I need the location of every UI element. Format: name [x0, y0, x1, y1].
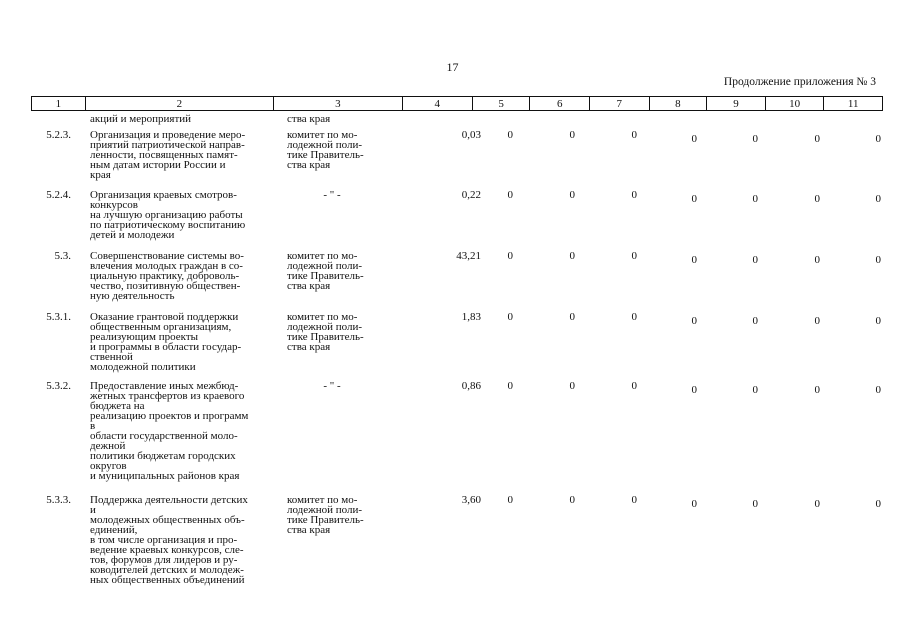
row-name-line: ным датам истории России и: [90, 159, 226, 171]
row-value-col-6: 0: [569, 380, 575, 392]
header-col-2: 2: [86, 97, 274, 110]
row-value-col-10: 0: [814, 193, 820, 205]
row-value-col-9: 0: [752, 193, 758, 205]
row-executor-line: комитет по мо-: [287, 311, 358, 323]
row-name: [90, 312, 282, 372]
header-col-3: 3: [274, 97, 403, 110]
row-name-line: политики бюджетам городских: [90, 450, 236, 462]
row-name-line: чество, позитивную обществен-: [90, 280, 241, 292]
row-name-line: Оказание грантовой поддержки: [90, 311, 239, 323]
row-name-line: общественным организациям,: [90, 321, 232, 333]
row-number: 5.2.3.: [46, 129, 71, 141]
row-number: 5.3.3.: [46, 494, 71, 506]
row-name-line: циальную практику, доброволь-: [90, 270, 240, 282]
row-executor-line: тике Правитель-: [287, 270, 364, 282]
row-value-col-11: 0: [875, 498, 881, 510]
row-name-line: приятий патриотической направ-: [90, 139, 245, 151]
row-executor-line: лодежной поли-: [287, 139, 363, 151]
header-col-10: 10: [766, 97, 825, 110]
row-name-line: по патриотическому воспитанию: [90, 219, 246, 231]
header-col-4: 4: [403, 97, 473, 110]
row-executor: [287, 190, 377, 200]
row-value-col-9: 0: [752, 254, 758, 266]
row-name-line: области государственной моло-: [90, 430, 238, 442]
row-value-col-10: 0: [814, 384, 820, 396]
row-value-col-8: 0: [691, 193, 697, 205]
row-name-line: ных общественных объединений: [90, 574, 245, 586]
header-col-9: 9: [707, 97, 766, 110]
row-name-line: единений,: [90, 524, 138, 536]
row-name-line: ководителей детских и молодеж-: [90, 564, 244, 576]
row-number: 5.2.4.: [46, 189, 71, 201]
row-name-line: тов, форумов для лидеров и ру-: [90, 554, 238, 566]
row-name-line: молодежных общественных объ-: [90, 514, 245, 526]
row-value-col-4: 0,86: [461, 380, 481, 392]
row-value-col-4: 1,83: [461, 311, 481, 323]
row-value-col-6: 0: [569, 311, 575, 323]
row-value-col-5: 0: [507, 494, 513, 506]
row-value-col-10: 0: [814, 315, 820, 327]
row-value-col-5: 0: [507, 311, 513, 323]
row-value-col-4: 3,60: [461, 494, 481, 506]
row-name: [90, 381, 282, 481]
row-executor-line: ства края: [287, 280, 331, 292]
row-name-line: края: [90, 169, 111, 181]
row-name-line: ственной: [90, 351, 133, 363]
carry-over-name: акций и мероприятий: [90, 113, 192, 125]
row-name-line: на лучшую организацию работы: [90, 209, 243, 221]
row-number: 5.3.2.: [46, 380, 71, 392]
row-name-line: реализацию проектов и программ: [90, 410, 249, 422]
row-name-line: Предоставление иных межбюд-: [90, 380, 239, 392]
row-name-line: и муниципальных районов края: [90, 470, 240, 482]
row-name-line: конкурсов: [90, 199, 138, 211]
row-executor-line: лодежной поли-: [287, 260, 363, 272]
header-col-11: 11: [847, 98, 859, 110]
row-executor-line: комитет по мо-: [287, 129, 358, 141]
row-name-line: молодежной политики: [90, 361, 196, 373]
row-value-col-9: 0: [752, 498, 758, 510]
row-name-line: ведение краевых конкурсов, сле-: [90, 544, 244, 556]
row-value-col-7: 0: [631, 189, 637, 201]
row-value-col-5: 0: [507, 250, 513, 262]
row-value-col-4: 43,21: [456, 250, 481, 262]
row-name-line: Организация и проведение меро-: [90, 129, 246, 141]
row-executor-line: ства края: [287, 341, 331, 353]
header-col-6: 6: [530, 97, 590, 110]
row-value-col-5: 0: [507, 129, 513, 141]
row-executor: [287, 130, 387, 170]
row-number: 5.3.: [54, 250, 71, 262]
row-name-line: округов: [90, 460, 127, 472]
row-value-col-9: 0: [752, 133, 758, 145]
row-value-col-11: 0: [875, 133, 881, 145]
row-name: [90, 251, 282, 301]
row-value-col-7: 0: [631, 129, 637, 141]
row-executor-line: комитет по мо-: [287, 494, 358, 506]
row-executor-line: тике Правитель-: [287, 514, 364, 526]
row-executor: [287, 251, 387, 291]
row-value-col-6: 0: [569, 494, 575, 506]
row-value-col-5: 0: [507, 189, 513, 201]
row-value-col-8: 0: [691, 384, 697, 396]
row-name-line: и: [90, 504, 96, 516]
row-value-col-8: 0: [691, 498, 697, 510]
header-col-7: 7: [590, 97, 650, 110]
row-executor-line: комитет по мо-: [287, 250, 358, 262]
row-value-col-9: 0: [752, 384, 758, 396]
row-name-line: дежной: [90, 440, 126, 452]
row-name-line: жетных трансфертов из краевого: [90, 390, 245, 402]
row-value-col-8: 0: [691, 133, 697, 145]
row-name-line: Поддержка деятельности детских: [90, 494, 248, 506]
row-executor: [287, 495, 387, 535]
row-name-line: в том числе организация и про-: [90, 534, 238, 546]
header-col-8: 8: [650, 97, 708, 110]
row-executor-line: ства края: [287, 159, 331, 171]
row-name: [90, 130, 282, 180]
row-executor-line: лодежной поли-: [287, 504, 363, 516]
row-value-col-10: 0: [814, 254, 820, 266]
row-value-col-7: 0: [631, 494, 637, 506]
page-number: 17: [446, 60, 459, 74]
row-executor-line: лодежной поли-: [287, 321, 363, 333]
row-value-col-7: 0: [631, 250, 637, 262]
row-executor-line: тике Правитель-: [287, 331, 364, 343]
row-executor: [287, 381, 377, 391]
row-name-line: в: [90, 420, 96, 432]
row-value-col-10: 0: [814, 498, 820, 510]
row-executor-line: - " -: [323, 189, 341, 201]
row-value-col-6: 0: [569, 129, 575, 141]
row-value-col-7: 0: [631, 380, 637, 392]
row-value-col-10: 0: [814, 133, 820, 145]
row-value-col-8: 0: [691, 254, 697, 266]
row-value-col-6: 0: [569, 189, 575, 201]
row-value-col-9: 0: [752, 315, 758, 327]
table-header: [31, 96, 883, 111]
row-value-col-11: 0: [875, 193, 881, 205]
row-name-line: реализующим проекты: [90, 331, 199, 343]
appendix-continuation: Продолжение приложения № 3: [723, 76, 876, 88]
row-name-line: ленности, посвященных памят-: [90, 149, 238, 161]
row-value-col-4: 0,22: [461, 189, 481, 201]
row-executor-line: ства края: [287, 524, 331, 536]
row-value-col-5: 0: [507, 380, 513, 392]
row-value-col-7: 0: [631, 311, 637, 323]
row-value-col-6: 0: [569, 250, 575, 262]
row-name-line: бюджета на: [90, 400, 145, 412]
row-executor: [287, 312, 387, 352]
row-number: 5.3.1.: [46, 311, 71, 323]
row-name-line: Организация краевых смотров-: [90, 189, 237, 201]
row-value-col-11: 0: [875, 254, 881, 266]
row-value-col-11: 0: [875, 315, 881, 327]
header-col-5: 5: [473, 97, 531, 110]
row-name-line: и программы в области государ-: [90, 341, 242, 353]
row-name-line: ную деятельность: [90, 290, 175, 302]
row-executor-line: - " -: [323, 380, 341, 392]
row-name-line: влечения молодых граждан в со-: [90, 260, 243, 272]
row-value-col-11: 0: [875, 384, 881, 396]
header-col-1: 1: [32, 97, 86, 110]
row-executor-line: тике Правитель-: [287, 149, 364, 161]
row-name-line: Совершенствование системы во-: [90, 250, 244, 262]
row-name-line: детей и молодежи: [90, 229, 175, 241]
row-name: [90, 190, 282, 240]
row-value-col-4: 0,03: [461, 129, 481, 141]
carry-over-executor: ства края: [287, 113, 331, 125]
row-name: [90, 495, 282, 585]
row-value-col-8: 0: [691, 315, 697, 327]
